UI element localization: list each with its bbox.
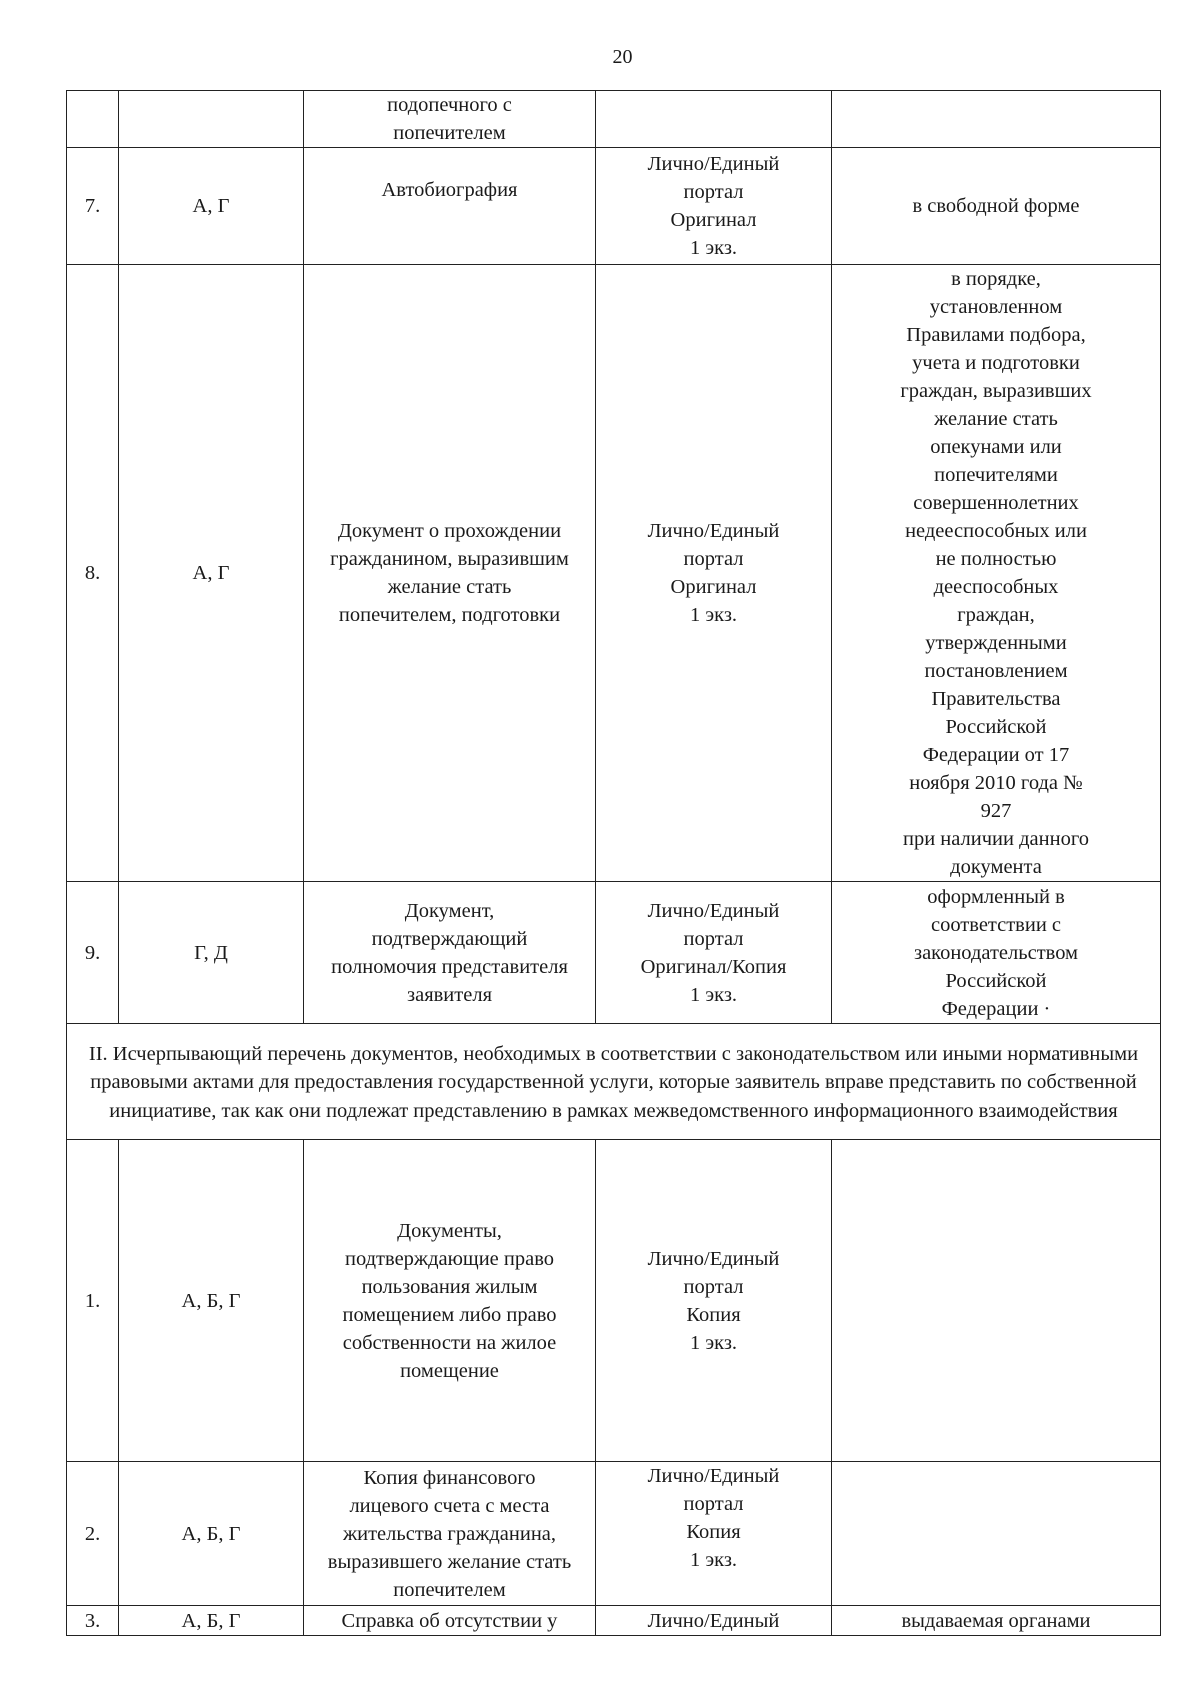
document-requirements <box>832 91 1161 148</box>
applicant-categories: А, Г <box>119 265 304 882</box>
document-requirements <box>832 1462 1161 1606</box>
applicant-categories: А, Б, Г <box>119 1606 304 1636</box>
submission-method: Лично/Единый портал Оригинал/Копия 1 экз. <box>596 882 832 1024</box>
document-name: Документ о прохождении гражданином, выразившим желание стать попечителем, подготовки <box>304 265 596 882</box>
table-row <box>67 882 1161 1024</box>
table-row <box>67 1606 1161 1636</box>
document-name: Автобиография <box>304 148 596 265</box>
document-requirements <box>832 1140 1161 1462</box>
document-name: Документы, подтверждающие право пользования жилым помещением либо право собственности на жилое помещение <box>304 1140 596 1462</box>
page-number: 20 <box>612 46 633 68</box>
submission-method: Лично/Единый портал Оригинал 1 экз. <box>596 148 832 265</box>
row-number: 9. <box>67 882 119 1024</box>
row-number: 1. <box>67 1140 119 1462</box>
table-row <box>67 265 1161 882</box>
applicant-categories: Г, Д <box>119 882 304 1024</box>
table-row <box>67 1462 1161 1606</box>
submission-method: Лично/Единый портал Оригинал 1 экз. <box>596 265 832 882</box>
applicant-categories: А, Г <box>119 148 304 265</box>
row-number: 2. <box>67 1462 119 1606</box>
document-requirements: в порядке, установленном Правилами подбора, учета и подготовки граждан, выразивших желание стать опекунами или попечителями совершеннолетних недееспособных или не полностью дееспособных граждан, утвержденными постановлением Правительства Российской Федерации от 17 ноября 2010 года № 927 при наличии данного документа <box>832 265 1161 882</box>
table-row <box>67 1140 1161 1462</box>
submission-method: Лично/Единый портал Копия 1 экз. <box>596 1140 832 1462</box>
row-number <box>67 91 119 148</box>
document-requirements: оформленный в соответствии с законодательством Российской Федерации · <box>832 882 1161 1024</box>
row-number: 3. <box>67 1606 119 1636</box>
submission-method: Лично/Единый <box>596 1606 832 1636</box>
applicant-categories <box>119 91 304 148</box>
submission-method <box>596 91 832 148</box>
documents-table <box>66 90 1161 1636</box>
section-heading: II. Исчерпывающий перечень документов, необходимых в соответствии с законодательством или иными нормативными правовыми актами для предоставления государственной услуги, которые заявитель вправе представить по собственной инициативе, так как они подлежат представлению в рамках межведомственного информационного взаимодействия <box>67 1024 1161 1140</box>
table-row <box>67 148 1161 265</box>
document-requirements: выдаваемая органами <box>832 1606 1161 1636</box>
applicant-categories: А, Б, Г <box>119 1462 304 1606</box>
document-name: Справка об отсутствии у <box>304 1606 596 1636</box>
applicant-categories: А, Б, Г <box>119 1140 304 1462</box>
document-name: подопечного с попечителем <box>304 91 596 148</box>
submission-method: Лично/Единый портал Копия 1 экз. <box>596 1462 832 1606</box>
table-row <box>67 91 1161 148</box>
document-name: Копия финансового лицевого счета с места жительства гражданина, выразившего желание стать попечителем <box>304 1462 596 1606</box>
document-name: Документ, подтверждающий полномочия представителя заявителя <box>304 882 596 1024</box>
section-heading-row <box>67 1024 1161 1140</box>
row-number: 7. <box>67 148 119 265</box>
document-requirements: в свободной форме <box>832 148 1161 265</box>
row-number: 8. <box>67 265 119 882</box>
